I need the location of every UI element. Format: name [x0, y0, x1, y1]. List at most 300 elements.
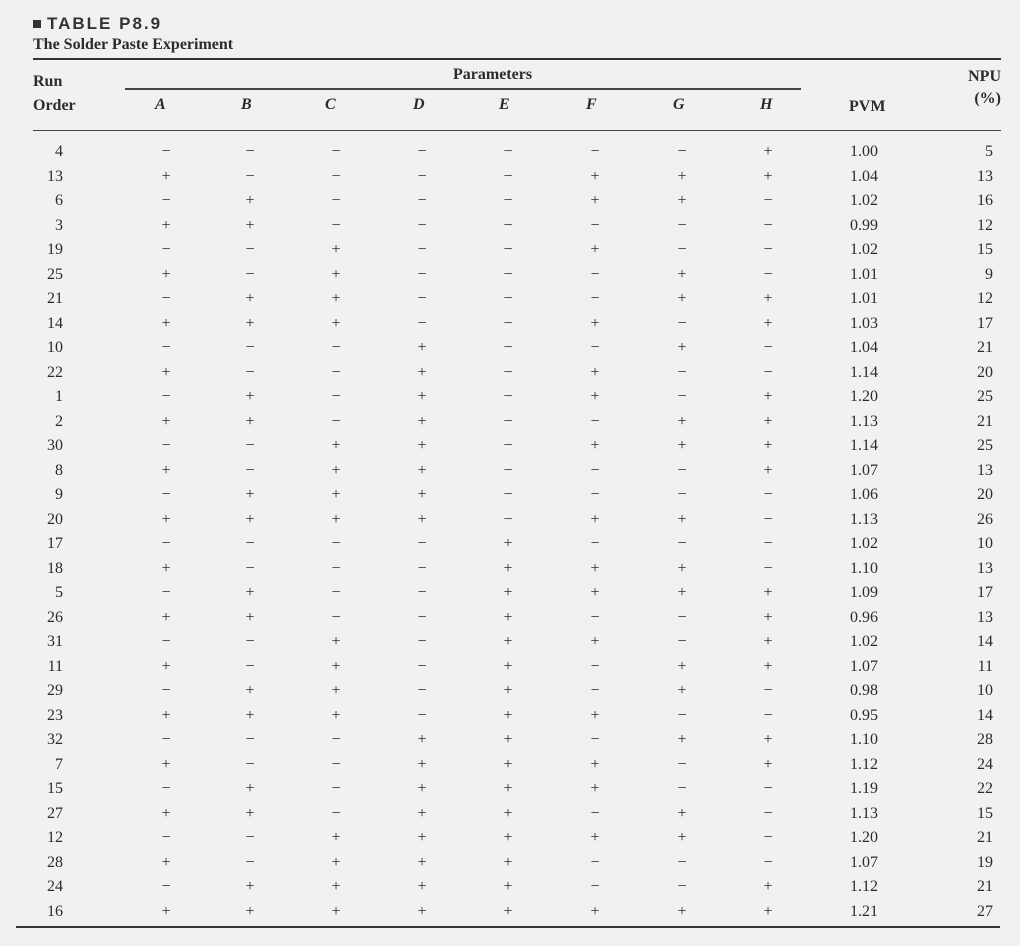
cell-run-order: 32 [47, 731, 63, 748]
table-row [33, 315, 1001, 337]
parameters-rule [125, 88, 801, 90]
cell-param-e: + [503, 853, 513, 871]
cell-param-c: − [331, 363, 341, 381]
cell-param-d: − [417, 633, 427, 650]
table-row [33, 168, 1001, 190]
cell-npu: 21 [977, 829, 993, 846]
cell-param-a: + [161, 706, 171, 724]
bottom-rule [16, 926, 1000, 928]
cell-run-order: 17 [47, 535, 63, 552]
cell-param-b: + [245, 314, 255, 332]
cell-param-a: + [161, 853, 171, 871]
cell-param-c: + [331, 878, 341, 895]
cell-param-h: + [763, 608, 773, 626]
table-row [33, 707, 1001, 729]
cell-param-f: + [590, 388, 600, 405]
cell-param-g: − [677, 706, 687, 724]
cell-run-order: 4 [55, 143, 63, 160]
cell-param-f: + [590, 706, 600, 724]
cell-run-order: 21 [47, 290, 63, 307]
cell-param-f: − [590, 853, 600, 871]
cell-param-g: + [677, 339, 687, 356]
cell-param-g: − [677, 633, 687, 650]
cell-param-h: + [763, 584, 773, 601]
cell-pvm: 1.03 [850, 314, 878, 332]
cell-pvm: 1.04 [850, 167, 878, 185]
cell-param-a: + [161, 216, 171, 234]
cell-param-e: + [503, 755, 513, 773]
cell-npu: 25 [977, 437, 993, 454]
cell-param-d: + [417, 510, 427, 528]
table-row [33, 217, 1001, 239]
cell-pvm: 1.14 [850, 363, 878, 381]
cell-param-a: − [161, 143, 171, 160]
cell-param-b: + [245, 510, 255, 528]
cell-param-a: + [161, 755, 171, 773]
table-row [33, 878, 1001, 900]
cell-param-f: + [590, 559, 600, 577]
cell-param-d: − [417, 290, 427, 307]
cell-npu: 13 [977, 559, 993, 577]
cell-param-h: + [763, 731, 773, 748]
table-row [33, 780, 1001, 802]
cell-param-g: + [677, 167, 687, 185]
cell-param-g: − [677, 314, 687, 332]
cell-param-b: + [245, 878, 255, 895]
cell-param-a: − [161, 829, 171, 846]
table-row [33, 511, 1001, 533]
cell-param-g: − [677, 388, 687, 405]
cell-param-g: − [677, 143, 687, 160]
table-row [33, 339, 1001, 361]
cell-run-order: 29 [47, 682, 63, 699]
cell-param-f: − [590, 535, 600, 552]
cell-param-c: − [331, 780, 341, 797]
header-run-line1: Run [33, 73, 63, 90]
table-row [33, 756, 1001, 778]
cell-param-d: − [417, 608, 427, 626]
cell-param-e: + [503, 584, 513, 601]
cell-param-h: − [763, 363, 773, 381]
cell-param-e: + [503, 878, 513, 895]
cell-run-order: 22 [47, 363, 63, 381]
table-caption: The Solder Paste Experiment [33, 36, 234, 53]
cell-param-e: − [503, 363, 513, 381]
table-row [33, 437, 1001, 459]
table-label [33, 14, 1001, 34]
cell-pvm: 1.06 [850, 486, 878, 503]
table-row [33, 658, 1001, 680]
cell-param-a: + [161, 657, 171, 675]
cell-param-e: − [503, 437, 513, 454]
cell-run-order: 24 [47, 878, 63, 895]
cell-param-d: − [417, 682, 427, 699]
cell-param-c: + [331, 265, 341, 283]
cell-param-f: + [590, 167, 600, 185]
cell-param-h: − [763, 339, 773, 356]
cell-param-g: + [677, 437, 687, 454]
cell-param-d: − [417, 241, 427, 258]
cell-param-b: + [245, 290, 255, 307]
cell-pvm: 1.02 [850, 192, 878, 209]
cell-param-f: − [590, 657, 600, 675]
cell-param-c: − [331, 192, 341, 209]
cell-run-order: 5 [55, 584, 63, 601]
cell-run-order: 2 [55, 412, 63, 430]
cell-npu: 11 [977, 657, 993, 675]
cell-param-a: − [161, 339, 171, 356]
cell-param-d: − [417, 143, 427, 160]
cell-param-h: + [763, 633, 773, 650]
cell-param-g: − [677, 241, 687, 258]
cell-param-a: + [161, 608, 171, 626]
cell-param-g: + [677, 290, 687, 307]
cell-param-a: − [161, 241, 171, 258]
cell-param-f: + [590, 437, 600, 454]
cell-param-b: − [245, 167, 255, 185]
cell-param-c: + [331, 461, 341, 479]
cell-param-c: + [331, 314, 341, 332]
cell-param-f: + [590, 902, 600, 920]
cell-param-g: − [677, 461, 687, 479]
cell-param-e: + [503, 829, 513, 846]
table-row [33, 388, 1001, 410]
cell-param-c: + [331, 706, 341, 724]
cell-param-e: − [503, 216, 513, 234]
cell-param-e: + [503, 633, 513, 650]
cell-npu: 15 [977, 241, 993, 258]
cell-param-e: + [503, 682, 513, 699]
table-row [33, 266, 1001, 288]
cell-param-a: − [161, 584, 171, 601]
cell-param-h: + [763, 167, 773, 185]
cell-param-g: + [677, 731, 687, 748]
cell-param-f: − [590, 412, 600, 430]
cell-param-d: − [417, 192, 427, 209]
cell-param-c: − [331, 559, 341, 577]
cell-param-b: − [245, 633, 255, 650]
cell-param-d: − [417, 167, 427, 185]
cell-pvm: 1.14 [850, 437, 878, 454]
cell-npu: 17 [977, 314, 993, 332]
cell-npu: 17 [977, 584, 993, 601]
cell-npu: 22 [977, 780, 993, 797]
cell-pvm: 1.01 [850, 265, 878, 283]
table-row [33, 829, 1001, 851]
cell-param-d: + [417, 902, 427, 920]
cell-param-e: − [503, 143, 513, 160]
cell-run-order: 31 [47, 633, 63, 650]
cell-param-d: + [417, 363, 427, 381]
cell-param-d: + [417, 853, 427, 871]
cell-param-f: − [590, 216, 600, 234]
cell-pvm: 1.12 [850, 878, 878, 895]
cell-param-g: − [677, 780, 687, 797]
cell-param-f: − [590, 878, 600, 895]
cell-pvm: 1.10 [850, 731, 878, 748]
cell-pvm: 1.12 [850, 755, 878, 773]
cell-pvm: 1.02 [850, 535, 878, 552]
cell-param-g: − [677, 853, 687, 871]
cell-param-h: − [763, 535, 773, 552]
cell-param-a: − [161, 682, 171, 699]
cell-param-h: + [763, 902, 773, 920]
table-row [33, 682, 1001, 704]
cell-npu: 12 [977, 290, 993, 307]
cell-param-c: + [331, 510, 341, 528]
cell-param-d: + [417, 412, 427, 430]
cell-param-d: − [417, 657, 427, 675]
header-npu-line2: (%) [974, 90, 1001, 107]
cell-pvm: 1.13 [850, 510, 878, 528]
header-pvm: PVM [849, 98, 886, 115]
cell-param-b: + [245, 486, 255, 503]
table-row [33, 633, 1001, 655]
cell-param-c: + [331, 633, 341, 650]
cell-param-f: − [590, 682, 600, 699]
cell-pvm: 1.02 [850, 633, 878, 650]
cell-npu: 10 [977, 682, 993, 699]
cell-npu: 28 [977, 731, 993, 748]
cell-param-g: − [677, 486, 687, 503]
cell-param-e: − [503, 314, 513, 332]
cell-param-c: − [331, 167, 341, 185]
cell-param-h: − [763, 706, 773, 724]
cell-run-order: 10 [47, 339, 63, 356]
cell-param-f: + [590, 633, 600, 650]
cell-param-h: − [763, 265, 773, 283]
cell-param-f: + [590, 192, 600, 209]
cell-pvm: 0.99 [850, 216, 878, 234]
cell-run-order: 9 [55, 486, 63, 503]
cell-run-order: 15 [47, 780, 63, 797]
cell-npu: 10 [977, 535, 993, 552]
cell-param-c: + [331, 486, 341, 503]
cell-param-g: + [677, 682, 687, 699]
cell-run-order: 16 [47, 902, 63, 920]
table-row [33, 241, 1001, 263]
cell-param-a: + [161, 804, 171, 822]
cell-param-c: − [331, 804, 341, 822]
cell-param-h: − [763, 510, 773, 528]
cell-param-a: + [161, 363, 171, 381]
table-row [33, 584, 1001, 606]
cell-run-order: 12 [47, 829, 63, 846]
cell-run-order: 19 [47, 241, 63, 258]
square-bullet-icon [33, 20, 41, 28]
cell-param-b: − [245, 755, 255, 773]
cell-param-e: − [503, 339, 513, 356]
cell-param-f: − [590, 290, 600, 307]
cell-param-c: − [331, 755, 341, 773]
cell-npu: 13 [977, 608, 993, 626]
cell-run-order: 8 [55, 461, 63, 479]
cell-param-h: + [763, 657, 773, 675]
cell-npu: 9 [985, 265, 993, 283]
cell-param-c: − [331, 608, 341, 626]
cell-param-a: − [161, 486, 171, 503]
cell-param-d: + [417, 829, 427, 846]
cell-run-order: 26 [47, 608, 63, 626]
cell-run-order: 30 [47, 437, 63, 454]
cell-param-h: + [763, 461, 773, 479]
cell-npu: 21 [977, 878, 993, 895]
header-param-e: E [499, 96, 510, 113]
cell-npu: 24 [977, 755, 993, 773]
cell-pvm: 0.96 [850, 608, 878, 626]
cell-param-b: − [245, 461, 255, 479]
cell-param-a: + [161, 265, 171, 283]
cell-param-d: − [417, 314, 427, 332]
cell-run-order: 20 [47, 510, 63, 528]
cell-param-b: − [245, 535, 255, 552]
cell-param-a: − [161, 290, 171, 307]
cell-param-c: + [331, 437, 341, 454]
table-row [33, 731, 1001, 753]
cell-param-b: − [245, 829, 255, 846]
cell-param-b: + [245, 608, 255, 626]
cell-param-c: + [331, 682, 341, 699]
cell-param-a: + [161, 559, 171, 577]
table-header [33, 60, 1001, 130]
cell-param-c: + [331, 829, 341, 846]
cell-param-e: − [503, 167, 513, 185]
cell-param-e: + [503, 657, 513, 675]
cell-param-h: − [763, 486, 773, 503]
cell-param-e: − [503, 290, 513, 307]
cell-param-f: − [590, 339, 600, 356]
cell-param-d: − [417, 584, 427, 601]
cell-pvm: 1.20 [850, 829, 878, 846]
header-run-order [33, 70, 76, 118]
cell-param-g: − [677, 608, 687, 626]
table-row [33, 609, 1001, 631]
cell-param-h: − [763, 682, 773, 699]
cell-param-a: − [161, 878, 171, 895]
cell-param-h: − [763, 780, 773, 797]
cell-param-b: − [245, 559, 255, 577]
cell-param-a: − [161, 535, 171, 552]
cell-npu: 20 [977, 363, 993, 381]
cell-param-e: − [503, 388, 513, 405]
cell-npu: 13 [977, 461, 993, 479]
table-row [33, 290, 1001, 312]
table-row [33, 364, 1001, 386]
cell-param-g: + [677, 412, 687, 430]
cell-param-a: − [161, 437, 171, 454]
cell-param-e: − [503, 461, 513, 479]
cell-param-c: − [331, 143, 341, 160]
cell-param-b: − [245, 241, 255, 258]
cell-param-d: + [417, 878, 427, 895]
cell-pvm: 1.13 [850, 412, 878, 430]
cell-pvm: 1.09 [850, 584, 878, 601]
cell-npu: 20 [977, 486, 993, 503]
cell-param-c: + [331, 241, 341, 258]
table-row [33, 903, 1001, 925]
cell-npu: 12 [977, 216, 993, 234]
cell-param-b: − [245, 143, 255, 160]
cell-npu: 26 [977, 510, 993, 528]
cell-param-c: + [331, 853, 341, 871]
cell-param-c: − [331, 216, 341, 234]
cell-param-e: + [503, 804, 513, 822]
table-row [33, 192, 1001, 214]
table-row [33, 805, 1001, 827]
cell-param-c: − [331, 535, 341, 552]
cell-pvm: 1.01 [850, 290, 878, 307]
cell-param-e: + [503, 559, 513, 577]
cell-param-e: − [503, 510, 513, 528]
table-body [33, 131, 1001, 921]
cell-pvm: 1.19 [850, 780, 878, 797]
cell-npu: 27 [977, 902, 993, 920]
cell-param-a: + [161, 510, 171, 528]
cell-param-d: + [417, 780, 427, 797]
cell-param-g: + [677, 584, 687, 601]
cell-param-g: + [677, 804, 687, 822]
cell-param-f: + [590, 241, 600, 258]
cell-run-order: 11 [47, 657, 63, 675]
cell-param-g: − [677, 755, 687, 773]
cell-npu: 5 [985, 143, 993, 160]
cell-run-order: 28 [47, 853, 63, 871]
cell-param-f: + [590, 584, 600, 601]
cell-param-d: + [417, 731, 427, 748]
cell-param-e: − [503, 412, 513, 430]
cell-param-e: + [503, 731, 513, 748]
cell-run-order: 18 [47, 559, 63, 577]
cell-param-d: + [417, 755, 427, 773]
cell-param-e: − [503, 192, 513, 209]
table-row [33, 462, 1001, 484]
cell-pvm: 1.07 [850, 657, 878, 675]
cell-param-d: − [417, 216, 427, 234]
cell-param-a: + [161, 314, 171, 332]
header-parameters-group: Parameters [453, 66, 533, 83]
cell-param-f: − [590, 265, 600, 283]
header-param-c: C [325, 96, 336, 113]
cell-param-b: + [245, 216, 255, 234]
cell-param-g: − [677, 535, 687, 552]
cell-param-c: − [331, 584, 341, 601]
cell-npu: 14 [977, 633, 993, 650]
table-row [33, 143, 1001, 165]
header-param-f: F [586, 96, 597, 113]
cell-param-e: − [503, 241, 513, 258]
cell-param-g: + [677, 192, 687, 209]
cell-pvm: 1.07 [850, 853, 878, 871]
cell-param-b: + [245, 682, 255, 699]
cell-param-g: − [677, 878, 687, 895]
cell-param-c: − [331, 731, 341, 748]
cell-npu: 25 [977, 388, 993, 405]
cell-param-a: + [161, 167, 171, 185]
cell-param-f: − [590, 804, 600, 822]
cell-param-g: + [677, 510, 687, 528]
cell-param-d: + [417, 804, 427, 822]
cell-run-order: 13 [47, 167, 63, 185]
cell-param-e: + [503, 535, 513, 552]
cell-param-f: + [590, 314, 600, 332]
cell-param-a: + [161, 412, 171, 430]
cell-pvm: 0.98 [850, 682, 878, 699]
cell-param-b: + [245, 388, 255, 405]
cell-run-order: 23 [47, 706, 63, 724]
cell-param-a: − [161, 388, 171, 405]
header-param-b: B [241, 96, 252, 113]
cell-param-b: − [245, 339, 255, 356]
